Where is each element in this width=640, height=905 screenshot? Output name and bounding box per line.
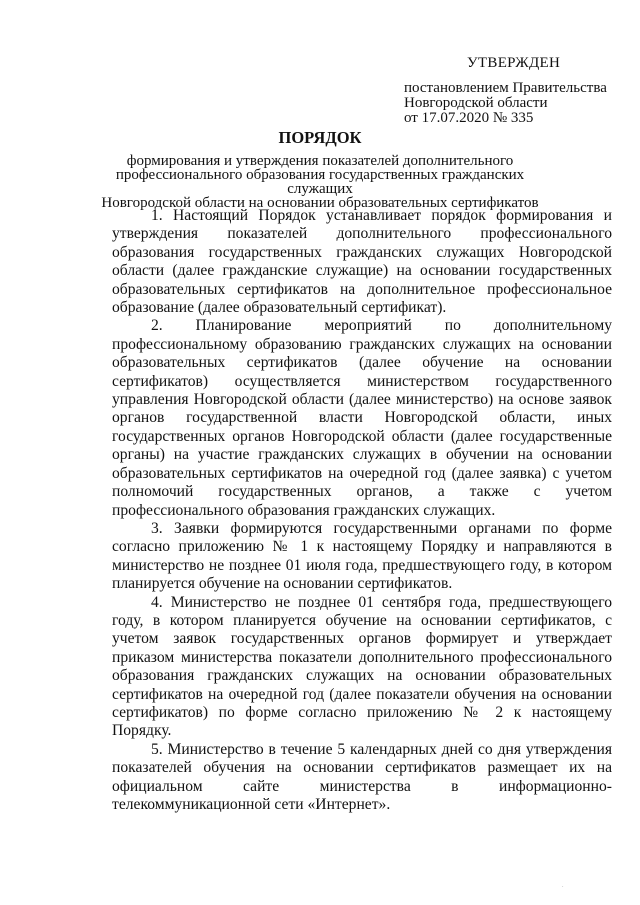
paragraph-5: 5. Министерство в течение 5 календарных дней со дня утверждения показателей обучения на основании сертификатов размещает их на официальном сайте министерства в информационно-телекоммуникационной сети «Интернет». xyxy=(112,740,612,813)
title-block xyxy=(100,128,540,210)
approval-line-3: от 17.07.2020 № 335 xyxy=(404,110,534,126)
paragraph-3: 3. Заявки формируются государственными органами по форме согласно приложению № 1 к настоящему Порядку и направляются в министерство не позднее 01 июля года, предшествующего году, в котором планируется обучение на основании сертификатов. xyxy=(112,519,612,593)
approval-line-2: Новгородской области xyxy=(404,95,548,111)
document-title: ПОРЯДОК xyxy=(278,128,362,147)
subtitle-line-2: профессионального образования государственных гражданских служащих xyxy=(115,167,525,197)
document-subtitle xyxy=(100,154,540,210)
document-body xyxy=(112,207,612,814)
paragraph-4: 4. Министерство не позднее 01 сентября года, предшествующего году, в котором планируется обучение на основании сертификатов, с учетом заявок государственных органов формирует и утверждает приказом министерства показатели дополнительного профессионального образования гражданских служащих на основании образовательных сертификатов на очередной год (далее показатели обучения на основании сертификатов) по форме согласно приложению № 2 к настоящему Порядку. xyxy=(112,593,612,740)
approved-stamp-text: УТВЕРЖДЕН xyxy=(467,55,561,71)
subtitle-line-3: Новгородской области на основании образовательных сертификатов xyxy=(101,195,539,211)
paragraph-1: 1. Настоящий Порядок устанавливает порядок формирования и утверждения показателей дополнительного профессионального образования государственных гражданских служащих Новгородской области (далее гражданские служащие) на основании государственных образовательных сертификатов на дополнительное профессиональное образование (далее образовательный сертификат). xyxy=(112,207,612,317)
approval-block xyxy=(404,56,634,126)
subtitle-line-1: формирования и утверждения показателей дополнительного xyxy=(126,153,514,169)
approval-line-1: постановлением Правительства xyxy=(404,80,607,96)
page-mark: . xyxy=(562,883,564,889)
paragraph-2: 2. Планирование мероприятий по дополнительному профессиональному образованию гражданских служащих на основании образовательных сертификатов (далее обучение на основании сертификатов) осуществляется министерством государственного управления Новгородской области (далее министерство) на основе заявок органов государственной власти Новгородской области, иных государственных органов Новгородской области (далее государственные органы) на участие гражданских служащих в обучении на основании образовательных сертификатов на очередной год (далее заявка) с учетом полномочий государственных органов, а также с учетом профессионального образования гражданских служащих. xyxy=(112,317,612,519)
